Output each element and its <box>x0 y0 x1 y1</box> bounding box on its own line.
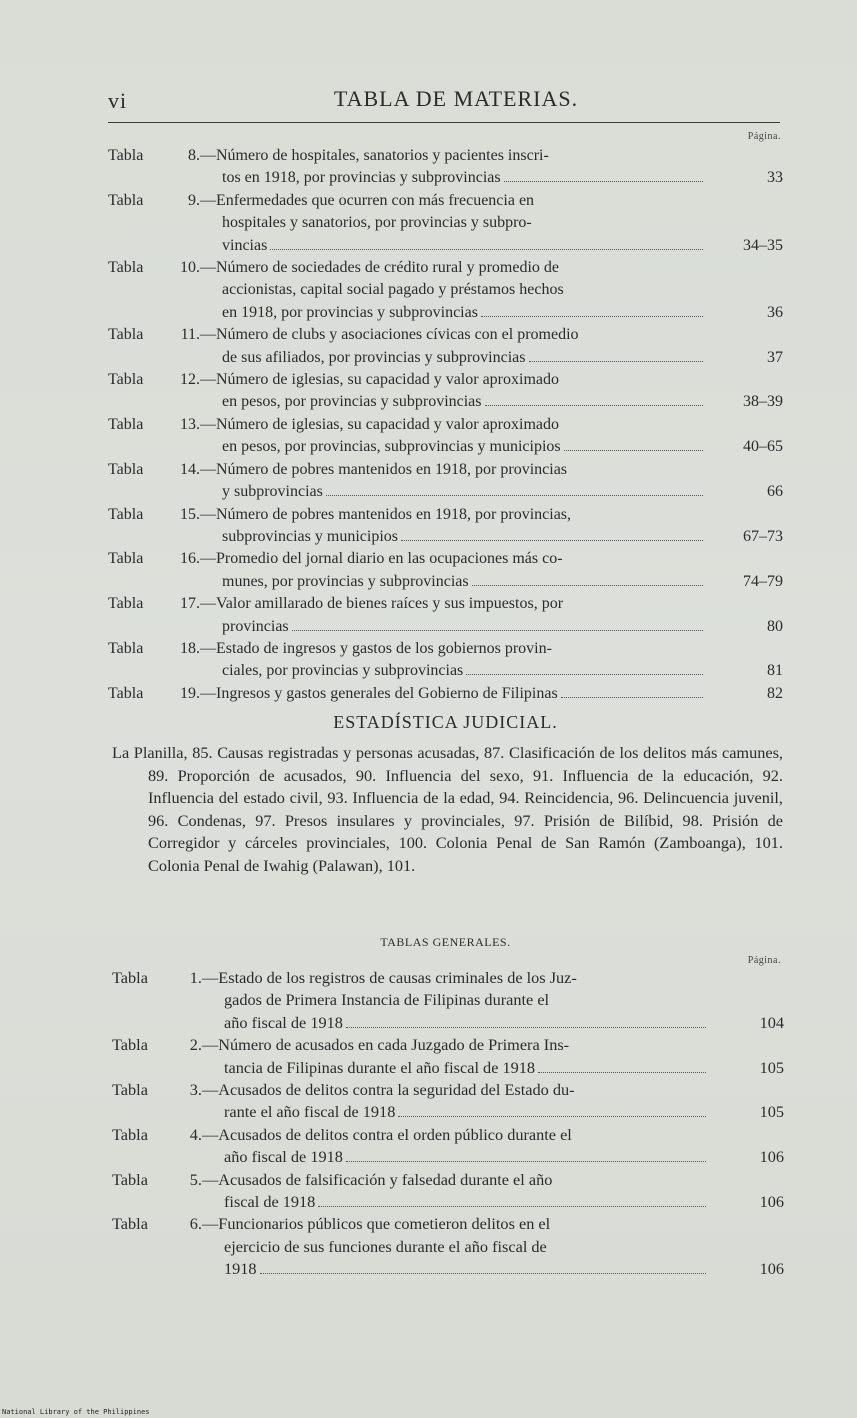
toc-entry <box>108 145 783 190</box>
entry-line: —Acusados de delitos contra la seguridad del Estado du- <box>202 1080 575 1100</box>
entry-number: 2. <box>189 1035 202 1055</box>
entry-label: Tabla <box>108 550 144 568</box>
entry-page: 38–39 <box>743 393 783 411</box>
entry-label: Tabla <box>108 595 144 613</box>
entry-page: 66 <box>767 483 783 501</box>
toc-entry <box>108 459 783 504</box>
toc-entry <box>108 190 783 257</box>
section-title: ESTADÍSTICA JUDICIAL. <box>333 712 558 732</box>
entry-number: 16. <box>180 550 200 568</box>
toc-entry <box>108 593 783 638</box>
entry-number: 10. <box>180 259 200 277</box>
subsection-title: TABLAS GENERALES. <box>380 935 511 949</box>
dot-leader <box>270 249 703 250</box>
entry-description <box>202 1169 706 1214</box>
entry-number: 5. <box>189 1169 202 1189</box>
running-title: TABLA DE MATERIAS. <box>333 86 579 111</box>
entry-page: 36 <box>767 303 783 321</box>
header-rule <box>108 122 780 123</box>
entry-number: 14. <box>180 460 200 478</box>
entry-number: 8. <box>188 147 200 164</box>
dot-leader <box>481 316 703 317</box>
toc-entry <box>108 638 783 683</box>
entry-line: vincias <box>222 236 268 254</box>
entry-label: Tabla <box>108 326 144 344</box>
toc-entry <box>108 414 783 459</box>
entry-label: Tabla <box>112 968 148 987</box>
entry-page: 80 <box>767 617 783 635</box>
entry-number: 3. <box>189 1080 202 1100</box>
entry-number: 6. <box>189 1214 202 1234</box>
page-column-label-2: Página. <box>747 955 781 966</box>
entry-label: Tabla <box>112 1124 148 1144</box>
entry-line: —Funcionarios públicos que cometieron delitos en el <box>202 1214 551 1234</box>
entry-label: Tabla <box>108 147 144 164</box>
entry-label: Tabla <box>112 1169 148 1189</box>
dot-leader <box>504 181 703 182</box>
entry-number: 18. <box>180 639 200 657</box>
entry-label: Tabla <box>108 371 144 389</box>
dot-leader <box>561 697 703 698</box>
entry-page: 82 <box>767 684 783 702</box>
entry-line: —Número de iglesias, su capacidad y valor aproximado <box>200 371 559 389</box>
entry-line: —Enfermedades que ocurren con más frecuencia en <box>200 191 535 209</box>
dot-leader <box>564 450 703 451</box>
entry-page: 104 <box>759 1012 784 1032</box>
entry-line: —Número de acusados en cada Juzgado de Primera Ins- <box>202 1035 570 1055</box>
entry-label: Tabla <box>108 415 144 433</box>
entry-line: año fiscal de 1918 <box>224 1012 343 1032</box>
page-header <box>108 84 784 124</box>
entry-page: 81 <box>767 662 783 680</box>
entry-label: Tabla <box>108 259 144 277</box>
entry-description <box>202 1034 706 1079</box>
page-column-label: Página. <box>747 131 781 142</box>
toc-entry <box>108 504 783 549</box>
entry-line: ciales, por provincias y subprovincias <box>222 662 464 680</box>
entry-number: 4. <box>189 1124 202 1144</box>
entry-line: fiscal de 1918 <box>224 1192 316 1212</box>
entry-line: y subprovincias <box>222 483 323 501</box>
entry-line: —Acusados de falsificación y falsedad durante el año <box>202 1169 553 1189</box>
dot-leader <box>398 1116 706 1117</box>
entry-line: —Número de clubs y asociaciones cívicas con el promedio <box>200 326 579 344</box>
entry-line: —Número de iglesias, su capacidad y valor aproximado <box>200 415 559 433</box>
entry-description <box>200 504 703 549</box>
entry-line: —Estado de los registros de causas criminales de los Juz- <box>202 968 577 987</box>
dot-leader <box>260 1273 706 1274</box>
entry-line: —Número de pobres mantenidos en 1918, por provincias, <box>200 505 572 523</box>
entry-line: —Promedio del jornal diario en las ocupaciones más co- <box>200 550 563 568</box>
entry-page: 37 <box>767 348 783 366</box>
entry-line: —Número de sociedades de crédito rural y promedio de <box>200 259 559 277</box>
judicial-statistics-paragraph: La Planilla, 85. Causas registradas y personas acusadas, 87. Clasificación de los delitos más camunes, 89. Proporción de acusados, 90. Influencia del sexo, 91. Influencia de la educación, 92. Influencia del estado civil, 93. Influencia de la edad, 94. Reincidencia, 96. Delincuencia juvenil, 96. Condenas, 97. Presos insulares y provinciales, 97. Prisión de Bilíbid, 98. Prisión de Corregidor y cárceles provinciales, 100. Colonia Penal de San Ramón (Zamboanga), 101. Colonia Penal de Iwahig (Palawan), 101. <box>112 743 783 875</box>
entry-description <box>200 190 703 257</box>
dot-leader <box>318 1206 706 1207</box>
entry-page: 105 <box>759 1102 784 1122</box>
entry-line: de sus afiliados, por provincias y subprovincias <box>222 348 526 366</box>
toc-entry <box>112 967 784 1034</box>
entry-description <box>200 683 703 705</box>
entry-line: en pesos, por provincias, subprovincias y municipios <box>222 438 561 456</box>
entry-description <box>200 638 703 683</box>
entry-label: Tabla <box>112 1035 148 1055</box>
dot-leader <box>401 540 703 541</box>
toc-entry <box>112 1169 784 1214</box>
entry-number: 1. <box>189 968 202 987</box>
toc-entry <box>108 548 783 593</box>
entry-label: Tabla <box>108 684 144 702</box>
entry-line: en 1918, por provincias y subprovincias <box>222 303 478 321</box>
dot-leader <box>538 1072 706 1073</box>
entry-label: Tabla <box>112 1080 148 1100</box>
entry-line: —Acusados de delitos contra el orden público durante el <box>202 1124 572 1144</box>
entry-page: 106 <box>759 1147 784 1167</box>
toc-entry <box>108 324 783 369</box>
entry-description <box>200 324 703 369</box>
entry-line: tos en 1918, por provincias y subprovincias <box>222 169 501 187</box>
entry-line: munes, por provincias y subprovincias <box>222 572 469 590</box>
entry-line: hospitales y sanatorios, por provincias y subpro- <box>222 214 532 232</box>
toc-entry <box>112 1079 784 1124</box>
entry-label: Tabla <box>108 505 144 523</box>
entry-description <box>200 548 703 593</box>
entry-number: 19. <box>180 684 200 702</box>
entry-page: 74–79 <box>743 572 783 590</box>
entry-description <box>200 257 703 324</box>
toc-entry <box>108 683 783 705</box>
entry-line: —Estado de ingresos y gastos de los gobiernos provin- <box>200 639 552 657</box>
entry-label: Tabla <box>108 191 144 209</box>
entry-number: 13. <box>180 415 200 433</box>
entry-number: 17. <box>180 595 200 613</box>
entry-line: —Número de pobres mantenidos en 1918, por provincias <box>200 460 568 478</box>
entry-line: 1918 <box>224 1259 257 1279</box>
dot-leader <box>346 1027 706 1028</box>
entry-description <box>200 459 703 504</box>
entry-label: Tabla <box>108 460 144 478</box>
entry-line: año fiscal de 1918 <box>224 1147 343 1167</box>
toc-entry <box>112 1124 784 1169</box>
toc-entry <box>108 257 783 324</box>
entry-description <box>202 1124 706 1169</box>
entry-description <box>200 414 703 459</box>
entry-page: 106 <box>759 1192 784 1212</box>
entry-number: 15. <box>180 505 200 523</box>
entry-page: 67–73 <box>743 527 783 545</box>
entry-description <box>200 593 703 638</box>
toc-entry <box>112 1034 784 1079</box>
entry-number: 12. <box>180 371 200 389</box>
dot-leader <box>346 1161 706 1162</box>
entry-line: —Número de hospitales, sanatorios y pacientes inscri- <box>200 147 549 164</box>
dot-leader <box>485 405 703 406</box>
footer-credit: National Library of the Philippines <box>2 1408 150 1416</box>
entry-line: —Valor amillarado de bienes raíces y sus impuestos, por <box>200 595 564 613</box>
entry-number: 9. <box>188 191 200 209</box>
entry-label: Tabla <box>112 1214 148 1234</box>
entry-line: —Ingresos y gastos generales del Gobierno de Filipinas <box>200 684 558 702</box>
dot-leader <box>472 585 703 586</box>
entry-description <box>200 145 703 190</box>
entry-page: 106 <box>759 1259 784 1279</box>
entry-label: Tabla <box>108 639 144 657</box>
entry-page: 34–35 <box>743 236 783 254</box>
entry-page: 105 <box>759 1057 784 1077</box>
entry-number: 11. <box>180 326 200 344</box>
dot-leader <box>326 495 703 496</box>
toc-entry <box>108 369 783 414</box>
entry-line: gados de Primera Instancia de Filipinas durante el <box>224 990 550 1010</box>
entry-description <box>200 369 703 414</box>
entry-line: subprovincias y municipios <box>222 527 398 545</box>
toc-entry <box>112 1213 784 1280</box>
entry-line: tancia de Filipinas durante el año fiscal de 1918 <box>224 1057 536 1077</box>
entry-description <box>202 1213 706 1280</box>
entry-description <box>202 967 706 1034</box>
entry-line: accionistas, capital social pagado y préstamos hechos <box>222 281 564 299</box>
entry-line: en pesos, por provincias y subprovincias <box>222 393 482 411</box>
toc-list-general <box>112 967 784 1281</box>
dot-leader <box>292 630 703 631</box>
entry-page: 40–65 <box>743 438 783 456</box>
entry-page: 33 <box>767 169 783 187</box>
dot-leader <box>466 674 703 675</box>
entry-description <box>202 1079 706 1124</box>
entry-line: provincias <box>222 617 289 635</box>
toc-list <box>108 145 783 705</box>
page-number: vi <box>108 88 128 113</box>
entry-line: rante el año fiscal de 1918 <box>224 1102 396 1122</box>
entry-line: ejercicio de sus funciones durante el año fiscal de <box>224 1236 547 1256</box>
dot-leader <box>529 361 704 362</box>
